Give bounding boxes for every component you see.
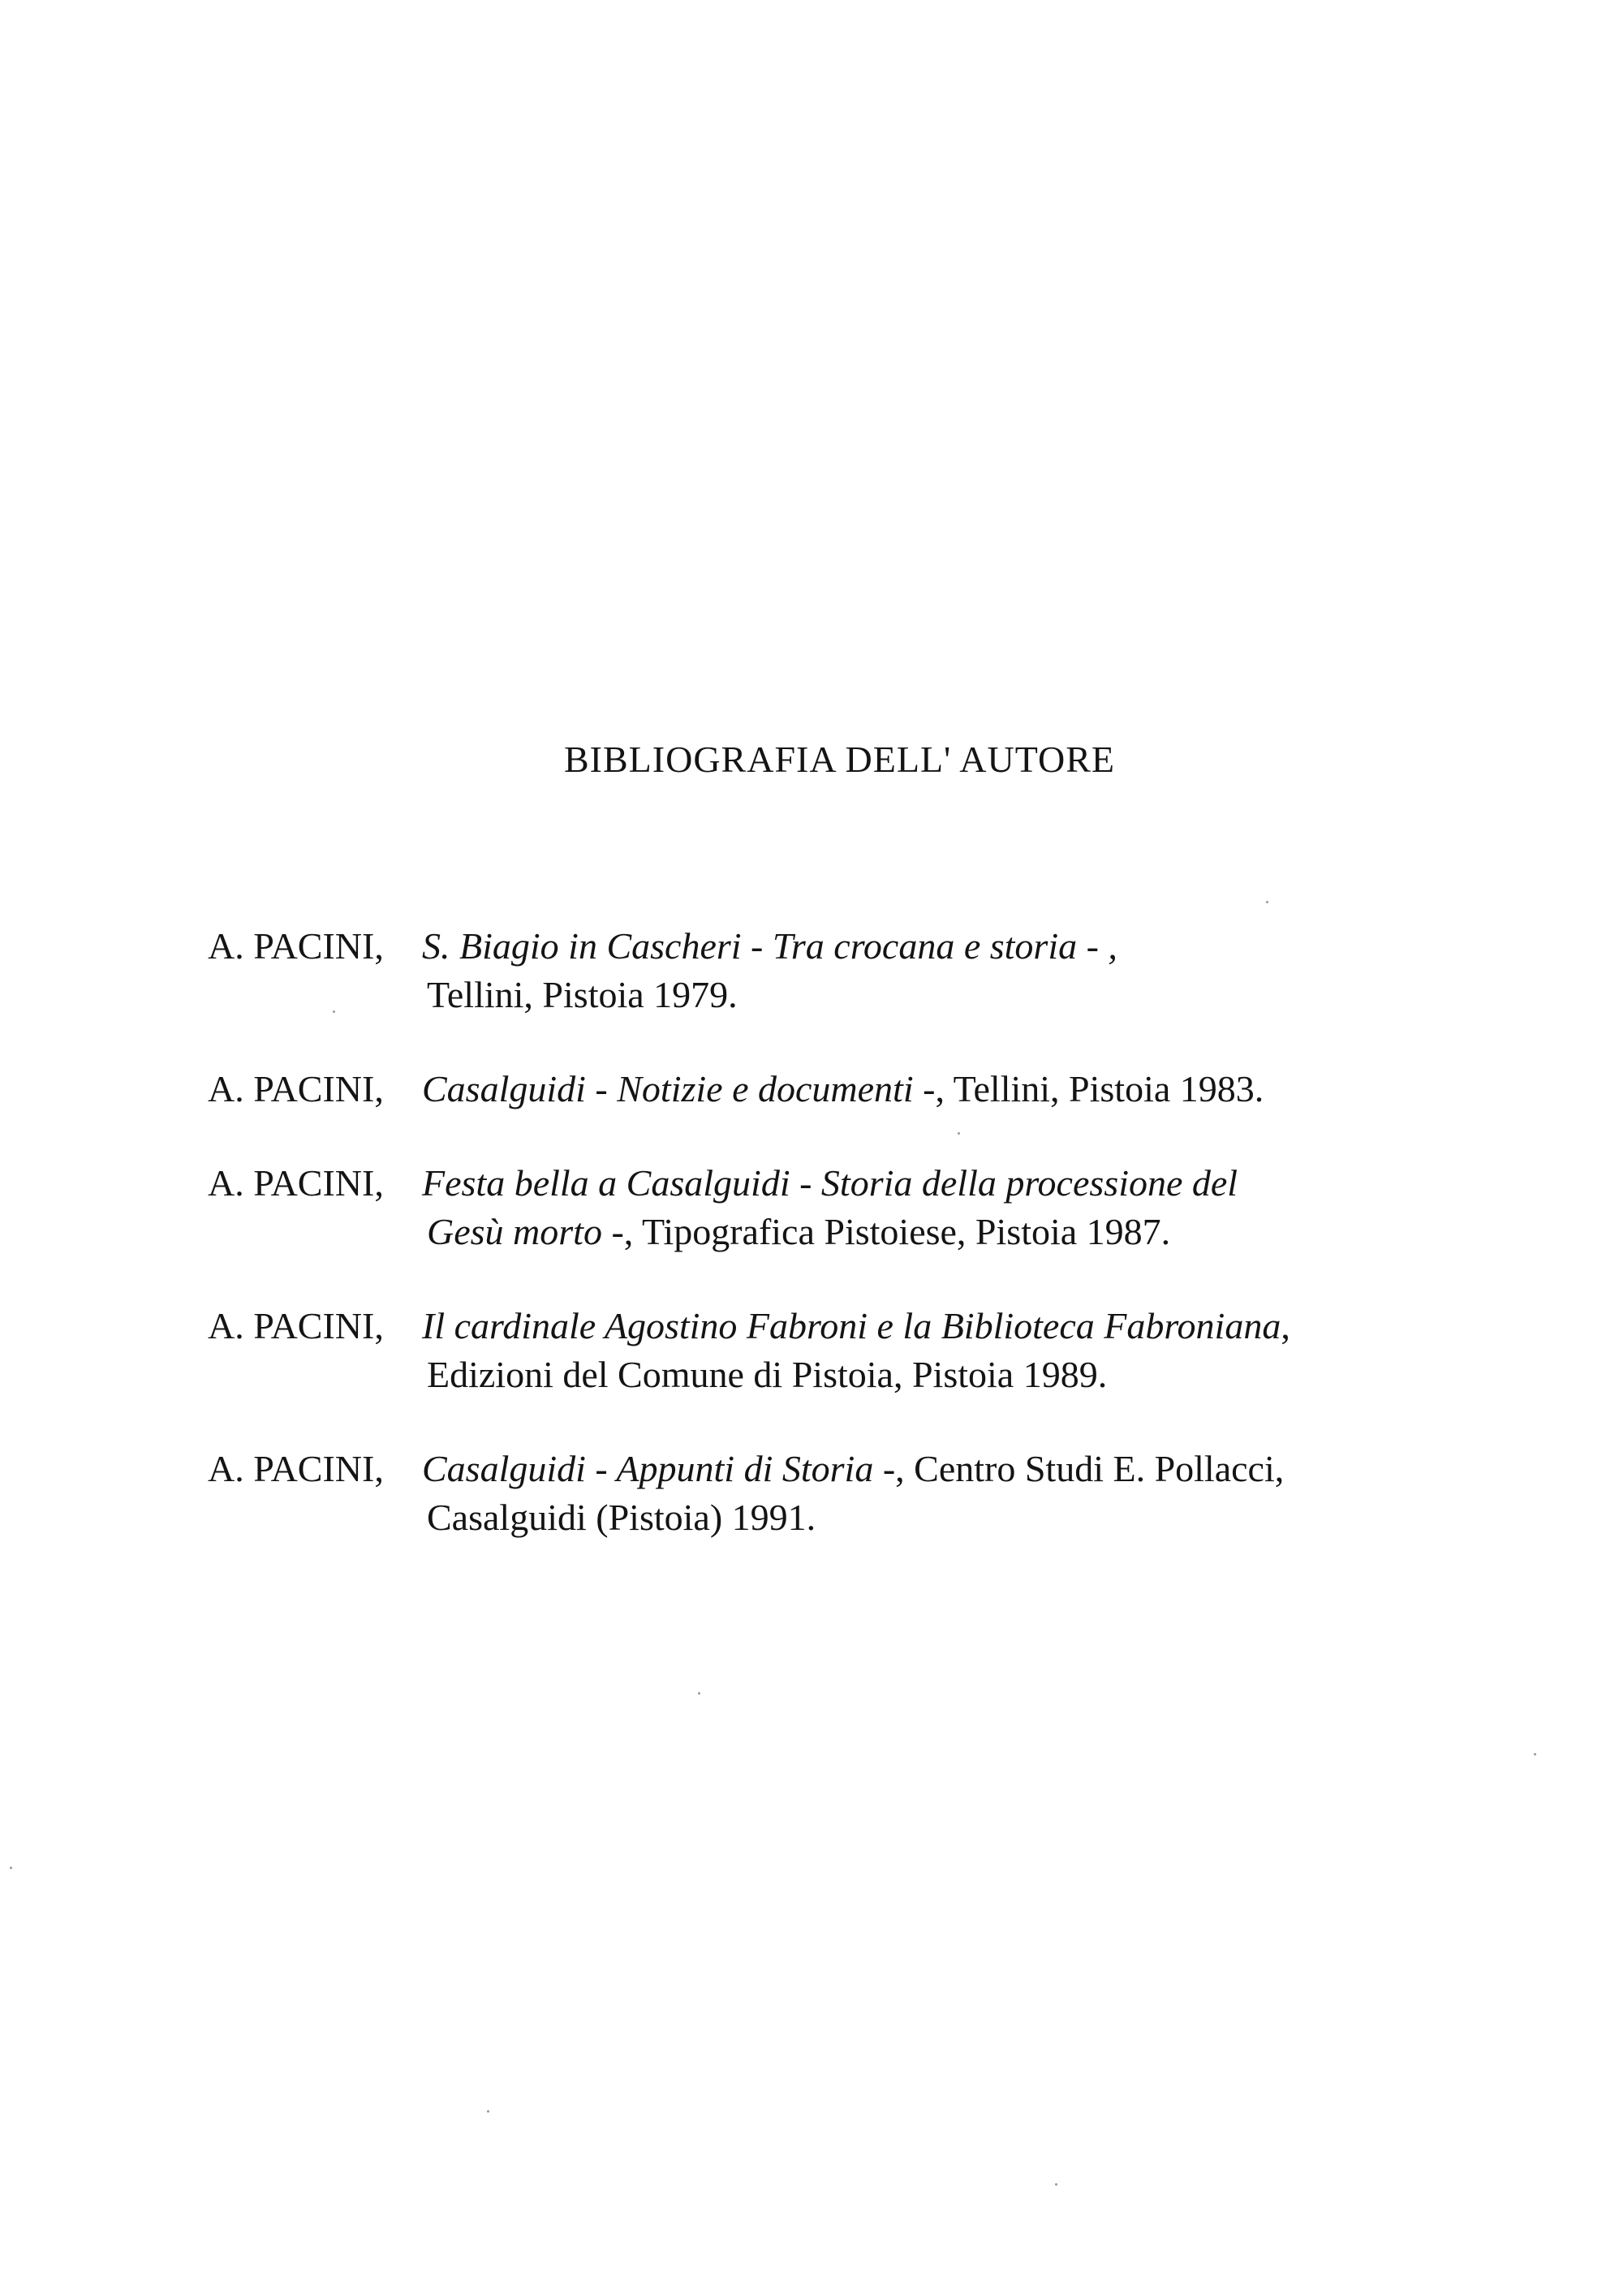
entry-author: A. PACINI, bbox=[208, 925, 384, 967]
entry-author: A. PACINI, bbox=[208, 1448, 384, 1489]
entry-title: Il cardinale Agostino Fabroni e la Biblioteca Fabroniana bbox=[422, 1305, 1281, 1346]
entry-publication: , bbox=[1281, 1305, 1290, 1346]
entry-publication: -, Tellini, Pistoia 1983. bbox=[913, 1068, 1264, 1109]
scan-speck bbox=[1534, 1753, 1536, 1755]
entry-author: A. PACINI, bbox=[208, 1068, 384, 1109]
entry-publication-line bbox=[208, 1208, 1474, 1256]
scan-speck bbox=[10, 1867, 12, 1869]
bibliography-entry bbox=[208, 1445, 1474, 1542]
bibliography-entry bbox=[208, 1302, 1474, 1399]
bibliography-entry bbox=[208, 1159, 1474, 1256]
entry-author: A. PACINI, bbox=[208, 1162, 384, 1204]
entry-publication-line: Tellini, Pistoia 1979. bbox=[427, 974, 738, 1015]
bibliography-entry bbox=[208, 1065, 1474, 1114]
entry-publication-line: Edizioni del Comune di Pistoia, Pistoia 1989. bbox=[427, 1354, 1108, 1395]
scan-speck bbox=[333, 1010, 335, 1013]
scan-speck bbox=[1055, 2183, 1057, 2186]
scan-speck bbox=[1266, 901, 1268, 903]
entry-title: Casalguidi - Notizie e documenti bbox=[422, 1068, 914, 1109]
entry-publication: -, Tipografica Pistoiese, Pistoia 1987. bbox=[601, 1211, 1171, 1252]
entry-publication: -, Centro Studi E. Pollacci, bbox=[873, 1448, 1285, 1489]
scan-speck bbox=[698, 1692, 700, 1695]
entry-title-continued: Gesù morto bbox=[427, 1211, 602, 1252]
entry-publication-line: Casalguidi (Pistoia) 1991. bbox=[427, 1497, 816, 1538]
entry-title: Festa bella a Casalguidi - Storia della processione del bbox=[422, 1162, 1238, 1204]
page-title: BIBLIOGRAFIA DELL' AUTORE bbox=[564, 739, 1115, 780]
scan-speck bbox=[958, 1132, 960, 1135]
bibliography-entry bbox=[208, 922, 1474, 1019]
entry-author: A. PACINI, bbox=[208, 1305, 384, 1346]
entry-title: S. Biagio in Cascheri - Tra crocana e storia - , bbox=[422, 925, 1117, 967]
bibliography-list bbox=[208, 922, 1474, 1587]
entry-title: Casalguidi - Appunti di Storia bbox=[422, 1448, 874, 1489]
scan-speck bbox=[487, 2110, 489, 2113]
